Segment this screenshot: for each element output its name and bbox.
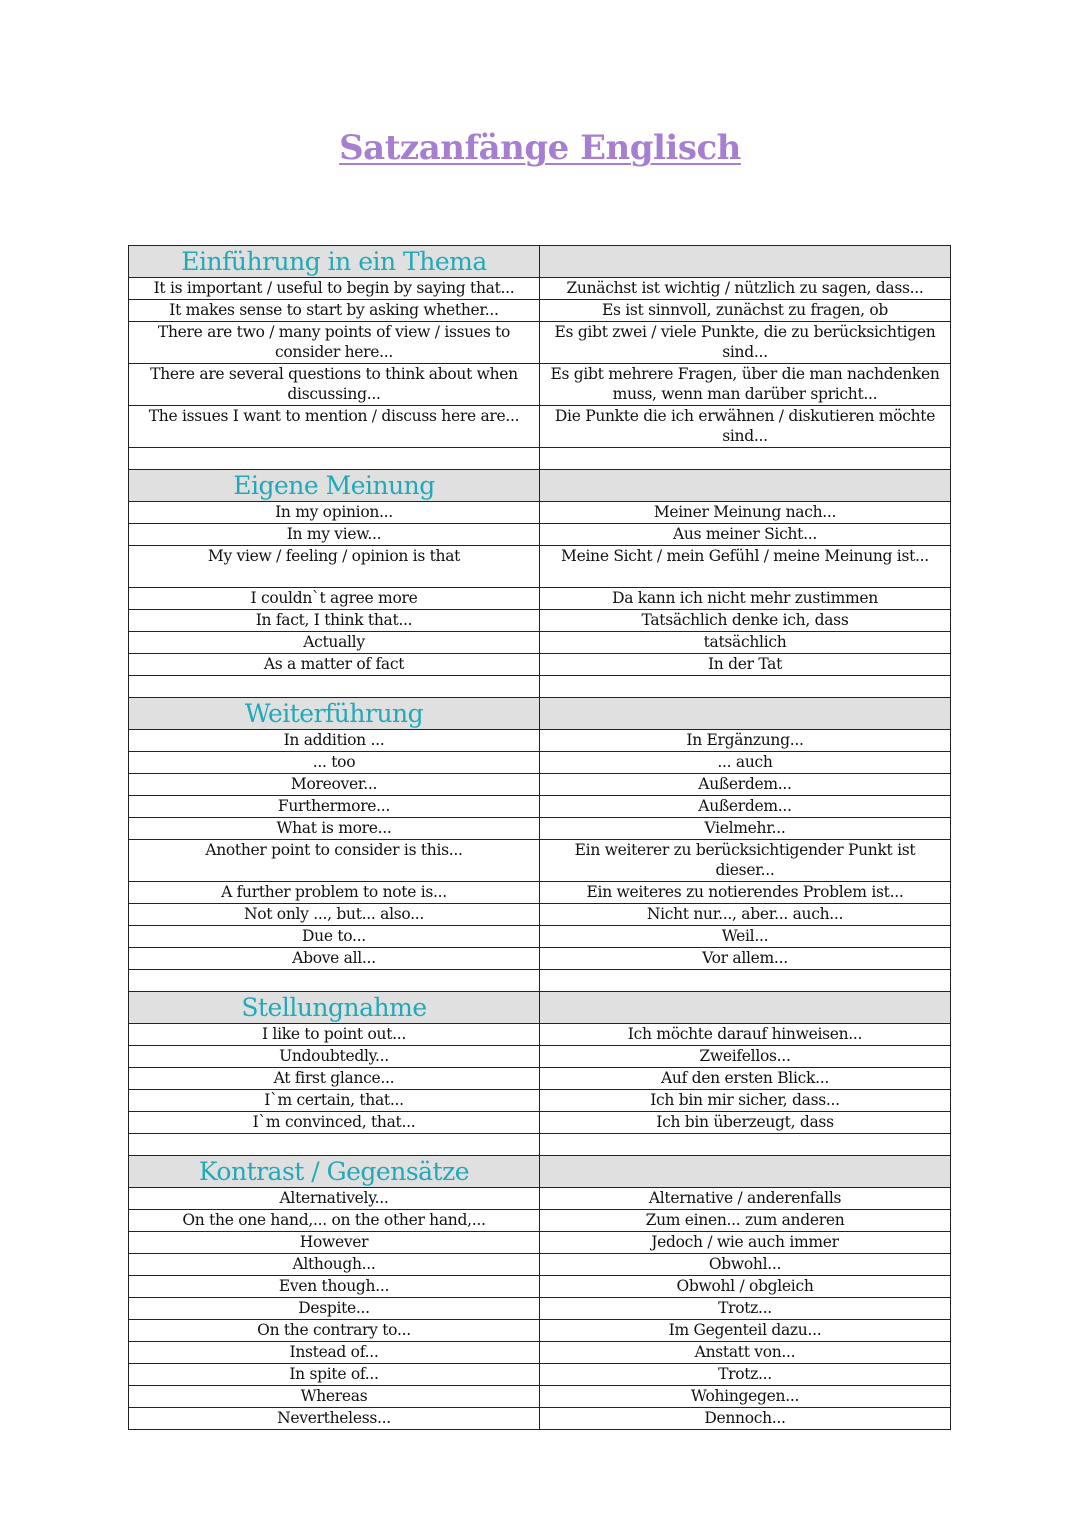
table-row — [129, 840, 951, 882]
german-phrase: Zweifellos... — [540, 1046, 951, 1068]
german-phrase: tatsächlich — [540, 632, 951, 654]
section-header-row — [129, 246, 951, 278]
table-row — [129, 882, 951, 904]
german-phrase: Wohingegen... — [540, 1386, 951, 1408]
empty-cell — [129, 448, 540, 470]
table-row — [129, 818, 951, 840]
german-phrase: ... auch — [540, 752, 951, 774]
empty-cell — [540, 1134, 951, 1156]
german-phrase: Weil... — [540, 926, 951, 948]
german-phrase: Auf den ersten Blick... — [540, 1068, 951, 1090]
section-heading-cell — [129, 992, 540, 1024]
table-row — [129, 1386, 951, 1408]
section-heading-cell — [129, 1156, 540, 1188]
german-phrase: Vor allem... — [540, 948, 951, 970]
english-phrase: Another point to consider is this... — [129, 840, 540, 882]
section-heading-cell — [129, 470, 540, 502]
german-phrase: Zum einen... zum anderen — [540, 1210, 951, 1232]
english-phrase: A further problem to note is... — [129, 882, 540, 904]
table-row — [129, 1408, 951, 1430]
section-heading: Weiterführung — [244, 699, 424, 728]
german-phrase: Jedoch / wie auch immer — [540, 1232, 951, 1254]
english-phrase: It is important / useful to begin by saying that... — [129, 278, 540, 300]
section-header-row — [129, 470, 951, 502]
german-phrase: Vielmehr... — [540, 818, 951, 840]
table-row — [129, 546, 951, 588]
english-phrase: However — [129, 1232, 540, 1254]
empty-cell — [540, 470, 951, 502]
english-phrase: In my opinion... — [129, 502, 540, 524]
table-row — [129, 904, 951, 926]
english-phrase: ... too — [129, 752, 540, 774]
english-phrase: Due to... — [129, 926, 540, 948]
table-row — [129, 300, 951, 322]
table-row — [129, 502, 951, 524]
table-row — [129, 364, 951, 406]
empty-cell — [540, 1156, 951, 1188]
german-phrase: Außerdem... — [540, 774, 951, 796]
table-row — [129, 926, 951, 948]
table-row — [129, 1090, 951, 1112]
empty-cell — [540, 992, 951, 1024]
empty-cell — [129, 676, 540, 698]
english-phrase: In fact, I think that... — [129, 610, 540, 632]
table-row — [129, 1342, 951, 1364]
english-phrase: In my view... — [129, 524, 540, 546]
table-row — [129, 322, 951, 364]
german-phrase: Trotz... — [540, 1298, 951, 1320]
german-phrase: Ich möchte darauf hinweisen... — [540, 1024, 951, 1046]
table-row — [129, 1024, 951, 1046]
phrase-table — [128, 245, 951, 1430]
table-row — [129, 1276, 951, 1298]
english-phrase: Furthermore... — [129, 796, 540, 818]
english-phrase: Moreover... — [129, 774, 540, 796]
english-phrase: What is more... — [129, 818, 540, 840]
german-phrase: Ich bin überzeugt, dass — [540, 1112, 951, 1134]
table-row — [129, 796, 951, 818]
section-header-row — [129, 992, 951, 1024]
section-heading: Kontrast / Gegensätze — [198, 1157, 470, 1186]
english-phrase: My view / feeling / opinion is that — [129, 546, 540, 588]
empty-cell — [129, 970, 540, 992]
table-row — [129, 948, 951, 970]
section-heading-cell — [129, 246, 540, 278]
english-phrase: I couldn`t agree more — [129, 588, 540, 610]
german-phrase: Es gibt zwei / viele Punkte, die zu berücksichtigen sind... — [540, 322, 951, 364]
german-phrase: Ich bin mir sicher, dass... — [540, 1090, 951, 1112]
table-row — [129, 752, 951, 774]
english-phrase: Actually — [129, 632, 540, 654]
german-phrase: Im Gegenteil dazu... — [540, 1320, 951, 1342]
section-heading-cell — [129, 698, 540, 730]
english-phrase: It makes sense to start by asking whether... — [129, 300, 540, 322]
english-phrase: I`m certain, that... — [129, 1090, 540, 1112]
english-phrase: On the one hand,... on the other hand,... — [129, 1210, 540, 1232]
german-phrase: In der Tat — [540, 654, 951, 676]
english-phrase: The issues I want to mention / discuss here are... — [129, 406, 540, 448]
german-phrase: Aus meiner Sicht... — [540, 524, 951, 546]
table-row — [129, 1188, 951, 1210]
table-row — [129, 588, 951, 610]
german-phrase: Tatsächlich denke ich, dass — [540, 610, 951, 632]
english-phrase: There are several questions to think about when discussing... — [129, 364, 540, 406]
english-phrase: Nevertheless... — [129, 1408, 540, 1430]
empty-cell — [540, 698, 951, 730]
german-phrase: In Ergänzung... — [540, 730, 951, 752]
spacer-row — [129, 676, 951, 698]
german-phrase: Meine Sicht / mein Gefühl / meine Meinung ist... — [540, 546, 951, 588]
table-row — [129, 610, 951, 632]
english-phrase: Undoubtedly... — [129, 1046, 540, 1068]
section-heading: Stellungnahme — [241, 993, 427, 1022]
english-phrase: Above all... — [129, 948, 540, 970]
spacer-row — [129, 1134, 951, 1156]
table-row — [129, 1298, 951, 1320]
english-phrase: Although... — [129, 1254, 540, 1276]
empty-cell — [129, 1134, 540, 1156]
english-phrase: In spite of... — [129, 1364, 540, 1386]
table-row — [129, 730, 951, 752]
german-phrase: Meiner Meinung nach... — [540, 502, 951, 524]
english-phrase: On the contrary to... — [129, 1320, 540, 1342]
table-row — [129, 524, 951, 546]
german-phrase: Obwohl... — [540, 1254, 951, 1276]
table-row — [129, 1210, 951, 1232]
table-row — [129, 1046, 951, 1068]
english-phrase: At first glance... — [129, 1068, 540, 1090]
german-phrase: Alternative / anderenfalls — [540, 1188, 951, 1210]
english-phrase: Even though... — [129, 1276, 540, 1298]
english-phrase: There are two / many points of view / issues to consider here... — [129, 322, 540, 364]
english-phrase: Despite... — [129, 1298, 540, 1320]
german-phrase: Da kann ich nicht mehr zustimmen — [540, 588, 951, 610]
spacer-row — [129, 970, 951, 992]
german-phrase: Dennoch... — [540, 1408, 951, 1430]
table-row — [129, 1068, 951, 1090]
section-heading: Eigene Meinung — [233, 471, 435, 500]
german-phrase: Es ist sinnvoll, zunächst zu fragen, ob — [540, 300, 951, 322]
english-phrase: Instead of... — [129, 1342, 540, 1364]
german-phrase: Ein weiteres zu notierendes Problem ist... — [540, 882, 951, 904]
german-phrase: Nicht nur..., aber... auch... — [540, 904, 951, 926]
table-row — [129, 774, 951, 796]
page-title: Satzanfänge Englisch — [339, 128, 741, 168]
table-row — [129, 1320, 951, 1342]
english-phrase: Whereas — [129, 1386, 540, 1408]
german-phrase: Zunächst ist wichtig / nützlich zu sagen, dass... — [540, 278, 951, 300]
empty-cell — [540, 970, 951, 992]
table-row — [129, 1232, 951, 1254]
german-phrase: Anstatt von... — [540, 1342, 951, 1364]
section-header-row — [129, 1156, 951, 1188]
table-row — [129, 632, 951, 654]
german-phrase: Außerdem... — [540, 796, 951, 818]
table-row — [129, 278, 951, 300]
empty-cell — [540, 448, 951, 470]
table-row — [129, 1254, 951, 1276]
english-phrase: I like to point out... — [129, 1024, 540, 1046]
table-row — [129, 406, 951, 448]
empty-cell — [540, 246, 951, 278]
table-row — [129, 1364, 951, 1386]
english-phrase: I`m convinced, that... — [129, 1112, 540, 1134]
german-phrase: Obwohl / obgleich — [540, 1276, 951, 1298]
german-phrase: Es gibt mehrere Fragen, über die man nachdenken muss, wenn man darüber spricht... — [540, 364, 951, 406]
section-heading: Einführung in ein Thema — [181, 247, 487, 276]
empty-cell — [540, 676, 951, 698]
table-row — [129, 1112, 951, 1134]
german-phrase: Trotz... — [540, 1364, 951, 1386]
section-header-row — [129, 698, 951, 730]
table-row — [129, 654, 951, 676]
english-phrase: Not only ..., but... also... — [129, 904, 540, 926]
german-phrase: Ein weiterer zu berücksichtigender Punkt ist dieser... — [540, 840, 951, 882]
spacer-row — [129, 448, 951, 470]
english-phrase: Alternatively... — [129, 1188, 540, 1210]
german-phrase: Die Punkte die ich erwähnen / diskutieren möchte sind... — [540, 406, 951, 448]
english-phrase: As a matter of fact — [129, 654, 540, 676]
english-phrase: In addition ... — [129, 730, 540, 752]
